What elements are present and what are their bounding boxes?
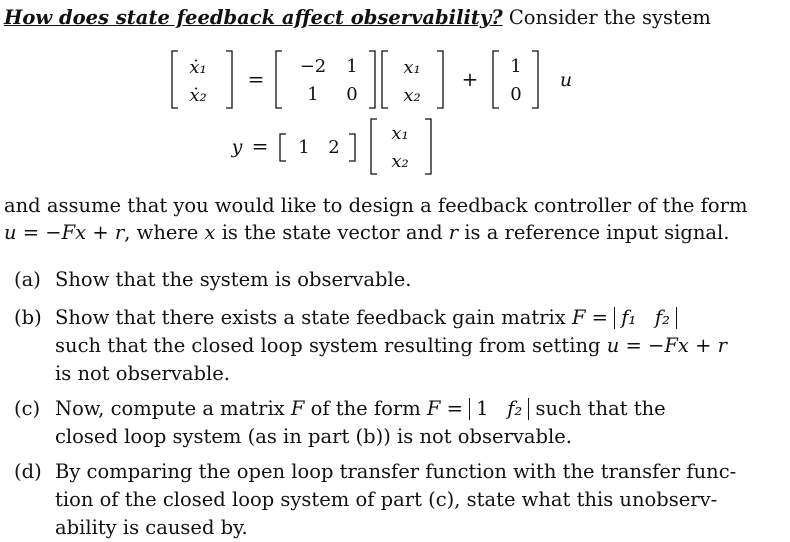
problem-heading: How does state feedback affect observability? <box>4 6 503 29</box>
part-c-line-1 <box>55 395 666 423</box>
A-11: −2 <box>299 56 327 77</box>
plus-inline: + <box>86 221 115 244</box>
out-x1: x₁ <box>391 123 409 144</box>
r-inline-2: r <box>448 221 459 244</box>
F-equals: = <box>591 306 609 329</box>
u-symbol: u <box>559 69 573 91</box>
r-inline: r <box>114 221 125 244</box>
part-b-line-3: is not observable. <box>55 362 230 385</box>
r-inline-b: r <box>717 334 727 357</box>
part-b-line-1 <box>55 304 677 332</box>
A-12: 1 <box>346 56 358 77</box>
part-c-text-1c: such that the <box>535 397 666 420</box>
assume-line-2 <box>4 219 729 246</box>
intro-text: Consider the system <box>508 6 711 29</box>
C-1: 1 <box>298 137 310 158</box>
lhs-x2-dot: ẋ₂ <box>189 85 207 106</box>
eq-minus: = − <box>16 221 62 244</box>
part-a-label: (a) <box>14 268 41 291</box>
state-equals: = <box>247 67 265 91</box>
x1-symbol: x₁ <box>403 57 421 78</box>
F-symbol-c2: F <box>426 397 441 420</box>
f1-entry: f₁ <box>621 306 637 329</box>
part-b-line-2 <box>55 332 727 360</box>
C-2: 2 <box>328 137 340 158</box>
F-row-vector-c <box>469 398 529 420</box>
Fx-inline-b: Fx <box>664 334 689 357</box>
f2-entry-c: f₂ <box>507 397 523 420</box>
A-21: 1 <box>307 84 319 105</box>
part-c-label: (c) <box>14 397 41 420</box>
part-c-text-1a: Now, compute a matrix <box>55 397 285 420</box>
x-inline: x <box>204 221 216 244</box>
B-2: 0 <box>510 84 522 105</box>
output-equation <box>0 114 790 180</box>
F-row-vector <box>614 307 677 329</box>
u-inline-b: u <box>606 334 620 357</box>
heading-line <box>4 4 711 31</box>
part-d-line-1: By comparing the open loop transfer function with the transfer func- <box>55 460 737 483</box>
part-d-label: (d) <box>14 460 42 483</box>
out-x2: x₂ <box>391 151 409 172</box>
part-c-text-1b: of the form <box>310 397 421 420</box>
f2-entry: f₂ <box>654 306 670 329</box>
plus-sign: + <box>461 67 479 91</box>
state-equation <box>0 46 790 116</box>
x2-symbol: x₂ <box>403 85 421 106</box>
output-equals: = <box>251 134 269 158</box>
part-a-text: Show that the system is observable. <box>55 268 412 291</box>
F-equals-c: = <box>446 397 463 420</box>
Fx-inline: Fx <box>61 221 87 244</box>
part-b-text-1: Show that there exists a state feedback gain matrix <box>55 306 566 329</box>
y-symbol: y <box>231 136 243 158</box>
lhs-x1-dot: ẋ₁ <box>189 57 207 78</box>
reference-text: is a reference input signal. <box>458 221 730 244</box>
eq-minus-b: = − <box>625 334 665 357</box>
part-b-text-2: such that the closed loop system resulting from setting <box>55 334 601 357</box>
F-symbol-c: F <box>290 397 305 420</box>
part-d-line-2: tion of the closed loop system of part (c), state what this unobserv- <box>55 488 718 511</box>
assume-line-1: and assume that you would like to design a feedback controller of the form <box>4 194 748 217</box>
part-b-label: (b) <box>14 306 42 329</box>
state-vector-text: is the state vector and <box>215 221 449 244</box>
plus-inline-b: + <box>695 334 712 357</box>
F-symbol: F <box>571 306 586 329</box>
where-text: , where <box>124 221 205 244</box>
part-c-line-2: closed loop system (as in part (b)) is not observable. <box>55 425 572 448</box>
u-inline: u <box>4 221 17 244</box>
one-entry: 1 <box>476 397 489 420</box>
part-d-line-3: ability is caused by. <box>55 516 248 539</box>
B-1: 1 <box>510 56 522 77</box>
A-22: 0 <box>346 84 358 105</box>
